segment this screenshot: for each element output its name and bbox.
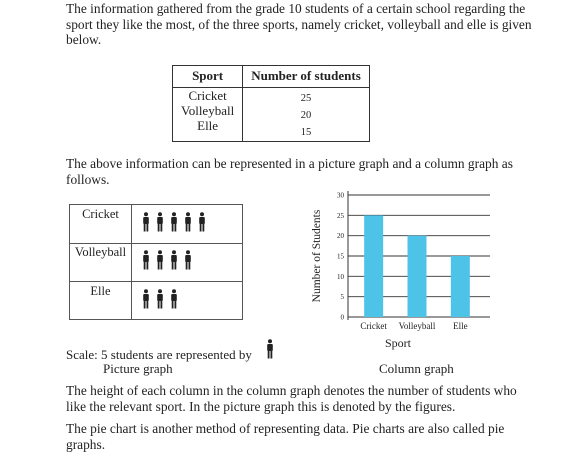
sport-names-cell [173, 88, 243, 142]
y-axis-label: Number of Students [311, 209, 323, 303]
x-tick-label: Cricket [360, 321, 387, 331]
y-tick-label: 0 [340, 313, 344, 322]
footer-paragraph-1: The height of each column in the column graph denotes the number of students who like the relevant sport. In the picture graph this is denoted by the figures. [66, 383, 517, 414]
y-tick-label: 15 [337, 252, 344, 261]
person-figure-icon [184, 211, 192, 238]
person-figure-icon [198, 211, 206, 238]
intro-paragraph: The information gathered from the grade 10 students of a certain school regarding the sport they like the most, of the three sports, namely cricket, volleyball and elle is given below. [66, 1, 532, 47]
sport-name: Cricket [188, 88, 227, 103]
mid-paragraph: The above information can be represented in a picture graph and a column graph as follows. [66, 156, 513, 187]
bar [451, 256, 470, 317]
person-figure-icon [142, 211, 150, 238]
x-tick-label: Elle [453, 321, 468, 331]
column-chart [300, 185, 500, 357]
column-graph-caption: Column graph [379, 361, 454, 376]
x-axis-label: Sport [384, 336, 412, 350]
picture-graph-caption: Picture graph [103, 361, 173, 376]
person-figure-icon [142, 288, 150, 315]
figure-group [142, 288, 184, 315]
student-count: 15 [300, 127, 312, 138]
table-header-sport: Sport [173, 66, 243, 88]
picture-graph [69, 204, 243, 320]
student-count: 25 [300, 93, 312, 104]
y-tick-label: 20 [337, 232, 344, 241]
person-figure-icon [156, 211, 164, 238]
sport-name: Elle [197, 118, 219, 133]
person-figure-icon [184, 249, 192, 276]
person-figure-icon [266, 338, 274, 365]
scale-text: Scale: 5 students are represented by [66, 347, 252, 362]
sport-table [172, 65, 370, 142]
picture-row-cricket [70, 205, 242, 244]
footer-paragraph-2: The pie chart is another method of representing data. Pie charts are also called pie graphs. [66, 421, 505, 452]
y-tick-label: 10 [337, 272, 344, 281]
x-tick-label: Volleyball [398, 321, 436, 331]
picture-row-elle [70, 282, 242, 320]
person-figure-icon [170, 249, 178, 276]
picture-row-label: Elle [70, 282, 132, 320]
table-header-count: Number of students [243, 66, 370, 88]
person-figure-icon [142, 249, 150, 276]
figure-group [142, 211, 212, 238]
figure-group [142, 249, 198, 276]
bar [408, 236, 427, 317]
picture-row-label: Volleyball [70, 243, 132, 281]
person-figure-icon [170, 211, 178, 238]
person-figure-icon [170, 288, 178, 315]
person-figure-icon [156, 288, 164, 315]
y-tick-label: 5 [340, 293, 344, 302]
student-count: 20 [300, 110, 312, 121]
picture-row-volleyball [70, 243, 242, 282]
y-tick-label: 30 [337, 191, 344, 200]
bar [364, 215, 383, 317]
sport-name: Volleyball [181, 103, 235, 118]
table-row [173, 88, 370, 142]
counts-cell [243, 88, 370, 142]
table-header-row [173, 66, 370, 88]
y-tick-label: 25 [337, 211, 344, 220]
picture-row-label: Cricket [70, 205, 132, 243]
person-figure-icon [156, 249, 164, 276]
